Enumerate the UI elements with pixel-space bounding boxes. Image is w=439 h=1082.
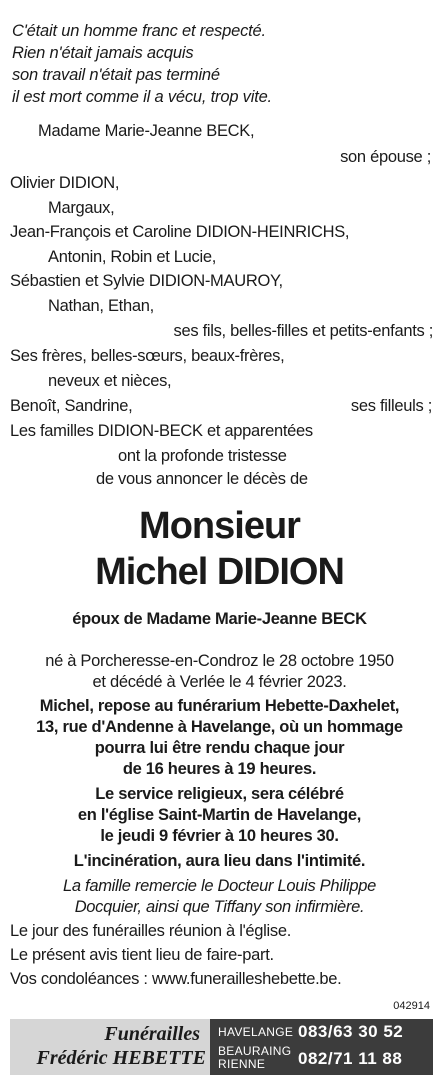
- family-line-6: Nathan, Ethan,: [48, 297, 154, 315]
- service-line-3: le jeudi 9 février à 10 heures 30.: [100, 827, 339, 845]
- cremation-line: L'incinération, aura lieu dans l'intimité.: [73, 852, 366, 870]
- deceased-title: Monsieur: [139, 505, 300, 547]
- condolences-line: Vos condoléances : www.funerailleshebette.be.: [10, 970, 342, 988]
- town-havelange: HAVELANGE: [218, 1025, 294, 1039]
- family-line-10b: ses filleuls ;: [350, 397, 432, 415]
- brand-line-2: Frédéric HEBETTE: [36, 1047, 206, 1069]
- family-line-12: ont la profonde tristesse: [118, 447, 287, 465]
- brand-line-1: Funérailles: [104, 1023, 200, 1045]
- birth-line: né à Porcheresse-en-Condroz le 28 octobre 1950: [45, 652, 394, 670]
- reference-number: 042914: [393, 1000, 430, 1012]
- funeral-home-banner: [10, 1019, 433, 1075]
- meeting-line: Le jour des funérailles réunion à l'église.: [10, 922, 292, 940]
- service-line-1: Le service religieux, sera célébré: [95, 785, 344, 803]
- family-line-13: de vous annoncer le décès de: [96, 470, 308, 488]
- poem-line-1: C'était un homme franc et respecté.: [12, 22, 266, 40]
- family-line-4: Antonin, Robin et Lucie,: [48, 248, 216, 266]
- spouse-role: son épouse ;: [340, 148, 431, 166]
- spouse-name: Madame Marie-Jeanne BECK,: [38, 122, 255, 140]
- poem-line-3: son travail n'était pas terminé: [12, 66, 220, 84]
- death-line: et décédé à Verlée le 4 février 2023.: [92, 673, 347, 691]
- avis-line: Le présent avis tient lieu de faire-part.: [10, 946, 274, 964]
- funerarium-line-3: pourra lui être rendu chaque jour: [94, 739, 345, 757]
- family-line-7: ses fils, belles-filles et petits-enfants ;: [173, 322, 433, 340]
- thanks-line-2: Docquier, ainsi que Tiffany son infirmière.: [74, 898, 365, 916]
- family-line-10a: Benoît, Sandrine,: [10, 397, 133, 415]
- town-beauraing: BEAURAING: [218, 1044, 292, 1058]
- family-line-1: Olivier DIDION,: [10, 174, 120, 192]
- family-line-9: neveux et nièces,: [48, 372, 172, 390]
- family-line-3: Jean-François et Caroline DIDION-HEINRICHS,: [10, 223, 350, 241]
- phone-beauraing-rienne: 082/71 11 88: [298, 1049, 403, 1068]
- family-line-5: Sébastien et Sylvie DIDION-MAUROY,: [10, 272, 283, 290]
- funerarium-line-4: de 16 heures à 19 heures.: [122, 760, 317, 778]
- funeral-home-brand: [10, 1019, 210, 1075]
- phone-havelange: 083/63 30 52: [298, 1022, 404, 1041]
- poem-line-2: Rien n'était jamais acquis: [12, 44, 194, 62]
- deceased-spouse-line: époux de Madame Marie-Jeanne BECK: [72, 610, 367, 628]
- deceased-name: Michel DIDION: [95, 551, 344, 593]
- family-line-8: Ses frères, belles-sœurs, beaux-frères,: [10, 347, 285, 365]
- family-line-11: Les familles DIDION-BECK et apparentées: [10, 422, 313, 440]
- funeral-home-contacts: [210, 1019, 433, 1075]
- town-rienne: RIENNE: [218, 1057, 266, 1071]
- funerarium-line-1: Michel, repose au funérarium Hebette-Daxhelet,: [39, 697, 400, 715]
- funerarium-line-2: 13, rue d'Andenne à Havelange, où un hommage: [36, 718, 403, 736]
- service-line-2: en l'église Saint-Martin de Havelange,: [77, 806, 362, 824]
- thanks-line-1: La famille remercie le Docteur Louis Philippe: [63, 877, 376, 895]
- family-line-2: Margaux,: [48, 199, 115, 217]
- poem-line-4: il est mort comme il a vécu, trop vite.: [12, 88, 272, 106]
